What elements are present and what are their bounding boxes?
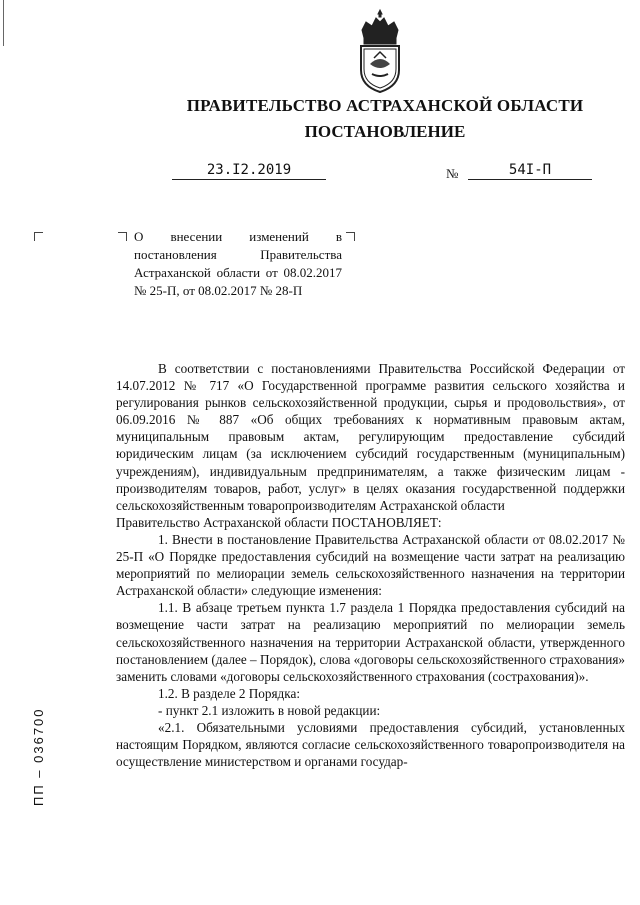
number-sign: № <box>446 166 459 181</box>
scan-edge-line <box>3 0 4 46</box>
coat-of-arms-emblem <box>352 8 408 94</box>
document-type: ПОСТАНОВЛЕНИЕ <box>304 122 466 141</box>
subject-corner-mark-right <box>346 232 355 241</box>
document-body <box>116 360 625 770</box>
item-1-2-quote: «2.1. Обязательными условиями предоставления субсидий, установленных настоящим Порядком, являются согласие сельскохозяйственного товаропроизводителя на осуществление министерством и органами государ- <box>116 719 625 770</box>
resolution-line: Правительство Астраханской области ПОСТАНОВЛЯЕТ: <box>116 514 442 530</box>
preamble-paragraph: В соответствии с постановлениями Правительства Российской Федерации от 14.07.2012 № 717 «О Государственной программе развития сельского хозяйства и регулирования рынков сельскохозяйственной продукции, сырья и продовольствия», от 06.09.2016 № 887 «Об общих требованиях к нормативным правовым актам, муниципальным правовым актам, регулирующим предоставление субсидий юридическим лицам (за исключением субсидий государственным (муниципальным) учреждениям), индивидуальным предпринимателям, а также физическим лицам - производителям товаров, работ, услуг» в целях оказания государственной поддержки сельскохозяйственным товаропроизводителям Астраханской области <box>116 361 625 513</box>
item-1-2-a: - пункт 2.1 изложить в новой редакции: <box>158 702 381 718</box>
document-number: 54I-П <box>468 162 592 180</box>
subject-text: О внесении изменений в постановления Правительства Астраханской области от 08.02.2017 № 25-П, от 08.02.2017 № 28-П <box>134 229 342 298</box>
margin-corner-mark <box>34 232 43 241</box>
document-date: 23.I2.2019 <box>172 162 326 180</box>
item-1-2: 1.2. В разделе 2 Порядка: <box>158 685 300 701</box>
item-1: 1. Внести в постановление Правительства Астраханской области от 08.02.2017 № 25-П «О Порядке предоставления субсидий на возмещение части затрат на реализацию мероприятий по мелиорации земель сельскохозяйственного назначения на территории Астраханской области» следующие изменения: <box>116 531 625 599</box>
document-subject <box>134 228 342 300</box>
government-title: ПРАВИТЕЛЬСТВО АСТРАХАНСКОЙ ОБЛАСТИ <box>186 96 584 115</box>
subject-corner-mark-left <box>118 232 127 241</box>
item-1-1: 1.1. В абзаце третьем пункта 1.7 раздела 1 Порядка предоставления субсидий на возмещение части затрат на реализацию мероприятий по мелиорации земель сельскохозяйственного назначения на территории Астраханской области, утвержденного постановлением (далее – Порядок), слова «договоры сельскохозяйственного страхования» заменить словами «договоры сельскохозяйственного страхования (сострахования)». <box>116 600 625 684</box>
form-serial-number: ПП – 036700 <box>31 707 46 806</box>
